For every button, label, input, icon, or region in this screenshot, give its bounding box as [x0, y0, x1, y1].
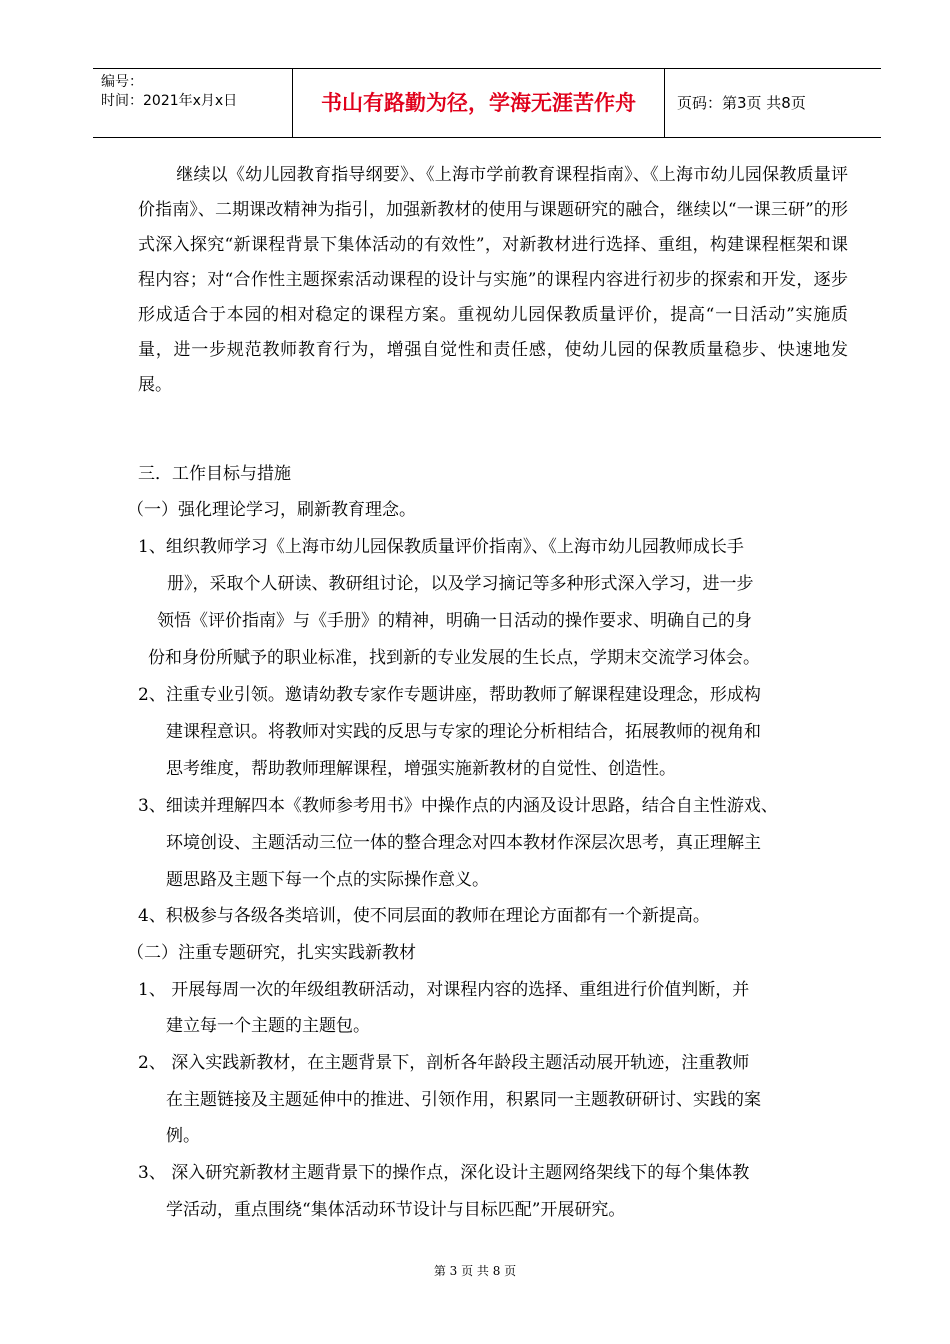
list-item-line: 建课程意识。将教师对实践的反思与专家的理论分析相结合，拓展教师的视角和: [166, 722, 761, 742]
list-item-line: 1、 开展每周一次的年级组教研活动，对课程内容的选择、重组进行价值判断，并: [138, 980, 750, 1000]
subsection-title-1: （一）强化理论学习，刷新教育理念。: [127, 500, 416, 520]
intro-paragraph: [138, 158, 848, 403]
list-item-line: 1、组织教师学习《上海市幼儿园保教质量评价指南》、《上海市幼儿园教师成长手: [138, 537, 744, 557]
header-motto: 书山有路勤为径，学海无涯苦作舟: [321, 91, 636, 115]
list-item-line: 学活动，重点围绕“集体活动环节设计与目标匹配”开展研究。: [166, 1200, 626, 1220]
list-item-line: 3、 深入研究新教材主题背景下的操作点，深化设计主题网络架线下的每个集体教: [138, 1163, 750, 1183]
subsection-title-2: （二）注重专题研究，扎实实践新教材: [127, 943, 416, 963]
section-title: 三．工作目标与措施: [138, 464, 291, 484]
list-item-line: 环境创设、主题活动三位一体的整合理念对四本教材作深层次思考，真正理解主: [166, 833, 761, 853]
list-item-line: 领悟《评价指南》与《手册》的精神，明确一日活动的操作要求、明确自己的身: [157, 611, 752, 631]
header-page-label: 页码：第3页 共8页: [677, 94, 806, 112]
list-item-line: 例。: [166, 1126, 200, 1146]
header-time-label: 时间：2021年x月x日: [101, 93, 238, 109]
intro-paragraph-text: 继续以《幼儿园教育指导纲要》、《上海市学前教育课程指南》、《上海市幼儿园保教质量评价指南》、二期课改精神为指引，加强新教材的使用与课题研究的融合，继续以“一课三研”的形式深入探究“新课程背景下集体活动的有效性”，对新教材进行选择、重组，构建课程框架和课程内容；对“合作性主题探索活动课程的设计与实施”的课程内容进行初步的探索和开发，逐步形成适合于本园的相对稳定的课程方案。重视幼儿园保教质量评价，提高“一日活动”实施质量，进一步规范教师教育行为，增强自觉性和责任感，使幼儿园的保教质量稳步、快速地发展。: [138, 165, 848, 395]
list-item-line: 在主题链接及主题延伸中的推进、引领作用，积累同一主题教研研讨、实践的案: [166, 1090, 761, 1110]
header-number-label: 编号：: [101, 74, 143, 90]
list-item-line: 2、注重专业引领。邀请幼教专家作专题讲座，帮助教师了解课程建设理念，形成构: [138, 685, 761, 705]
list-item-line: 份和身份所赋予的职业标准，找到新的专业发展的生长点，学期末交流学习体会。: [148, 648, 760, 668]
list-item-line: 题思路及主题下每一个点的实际操作意义。: [166, 870, 489, 890]
list-item-line: 思考维度，帮助教师理解课程，增强实施新教材的自觉性、创造性。: [166, 759, 676, 779]
list-item-line: 建立每一个主题的主题包。: [166, 1016, 370, 1036]
list-item-line: 册》，采取个人研读、教研组讨论，以及学习摘记等多种形式深入学习，进一步: [167, 574, 754, 594]
list-item-line: 2、 深入实践新教材，在主题背景下，剖析各年龄段主题活动展开轨迹，注重教师: [138, 1053, 750, 1073]
header-meta: [101, 73, 237, 111]
page-footer: 第 3 页 共 8 页: [433, 1264, 517, 1278]
list-item-line: 3、细读并理解四本《教师参考用书》中操作点的内涵及设计思路，结合自主性游戏、: [138, 796, 778, 816]
page-header: [93, 68, 881, 138]
header-divider: [664, 69, 665, 137]
list-item-line: 4、积极参与各级各类培训，使不同层面的教师在理论方面都有一个新提高。: [138, 906, 710, 926]
